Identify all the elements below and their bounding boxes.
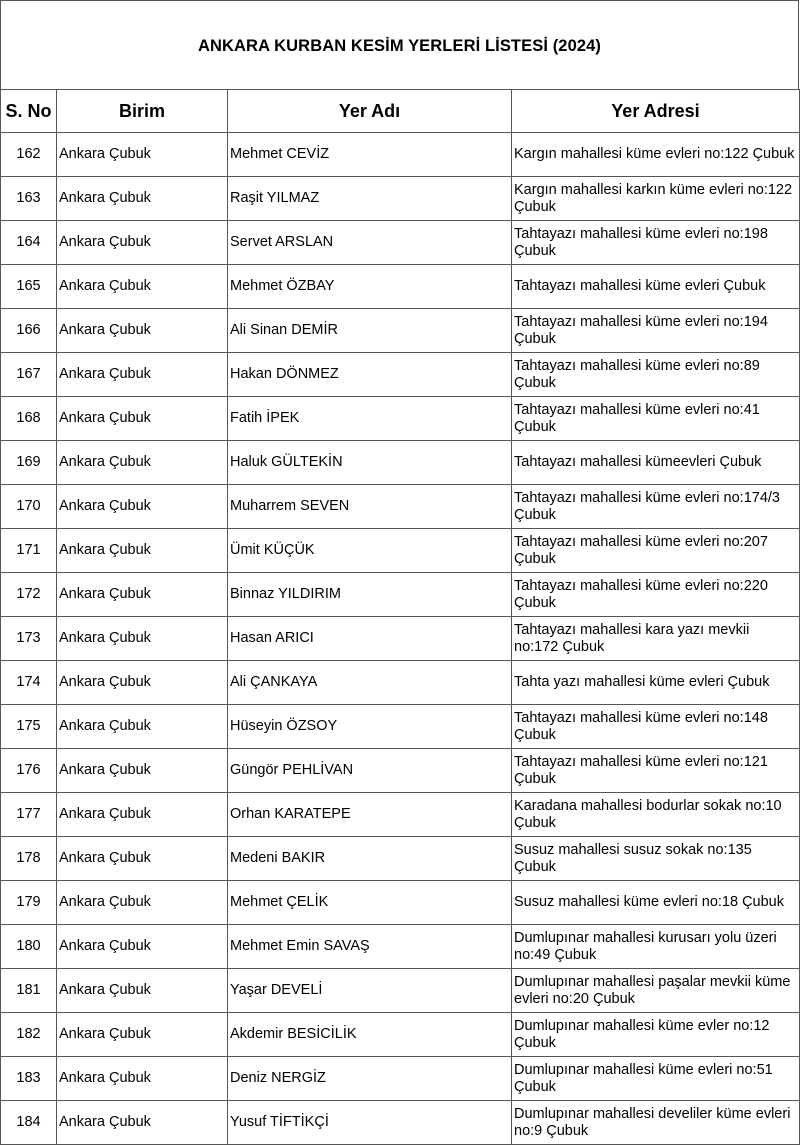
row-yer-adi: Raşit YILMAZ (228, 177, 512, 221)
row-yer-adresi: Tahtayazı mahallesi küme evleri no:207 Çubuk (512, 529, 800, 573)
row-number: 177 (1, 793, 57, 837)
row-number: 181 (1, 969, 57, 1013)
row-birim: Ankara Çubuk (57, 661, 228, 705)
row-yer-adresi: Dumlupınar mahallesi kurusarı yolu üzeri no:49 Çubuk (512, 925, 800, 969)
row-birim: Ankara Çubuk (57, 1101, 228, 1145)
table-row (1, 133, 800, 177)
row-number: 172 (1, 573, 57, 617)
row-yer-adi: Ali Sinan DEMİR (228, 309, 512, 353)
row-yer-adi: Servet ARSLAN (228, 221, 512, 265)
row-birim: Ankara Çubuk (57, 133, 228, 177)
row-number: 165 (1, 265, 57, 309)
row-yer-adi: Mehmet CEVİZ (228, 133, 512, 177)
row-number: 176 (1, 749, 57, 793)
row-number: 167 (1, 353, 57, 397)
header-birim: Birim (57, 90, 228, 133)
table-header-row (1, 90, 800, 133)
row-yer-adresi: Tahtayazı mahallesi küme evleri no:41 Çubuk (512, 397, 800, 441)
table-row (1, 617, 800, 661)
document-title: ANKARA KURBAN KESİM YERLERİ LİSTESİ (2024) (197, 36, 601, 55)
row-number: 164 (1, 221, 57, 265)
row-yer-adi: Akdemir BESİCİLİK (228, 1013, 512, 1057)
table-row (1, 925, 800, 969)
row-number: 166 (1, 309, 57, 353)
row-yer-adresi: Tahtayazı mahallesi küme evleri no:174/3 Çubuk (512, 485, 800, 529)
row-yer-adresi: Dumlupınar mahallesi paşalar mevkii küme evleri no:20 Çubuk (512, 969, 800, 1013)
table-row (1, 529, 800, 573)
row-birim: Ankara Çubuk (57, 749, 228, 793)
row-number: 168 (1, 397, 57, 441)
title-box (0, 0, 799, 89)
table-body (1, 133, 800, 1145)
row-yer-adresi: Kargın mahallesi karkın küme evleri no:122 Çubuk (512, 177, 800, 221)
table-row (1, 573, 800, 617)
header-no: S. No (1, 90, 57, 133)
row-yer-adresi: Tahtayazı mahallesi kara yazı mevkii no:172 Çubuk (512, 617, 800, 661)
row-yer-adresi: Karadana mahallesi bodurlar sokak no:10 Çubuk (512, 793, 800, 837)
table-row (1, 353, 800, 397)
table-row (1, 969, 800, 1013)
row-birim: Ankara Çubuk (57, 793, 228, 837)
table-row (1, 705, 800, 749)
row-yer-adresi: Tahta yazı mahallesi küme evleri Çubuk (512, 661, 800, 705)
row-birim: Ankara Çubuk (57, 969, 228, 1013)
row-birim: Ankara Çubuk (57, 353, 228, 397)
table-row (1, 397, 800, 441)
row-yer-adi: Binnaz YILDIRIM (228, 573, 512, 617)
table-row (1, 1101, 800, 1145)
row-yer-adresi: Tahtayazı mahallesi küme evleri no:148 Çubuk (512, 705, 800, 749)
table-row (1, 661, 800, 705)
row-birim: Ankara Çubuk (57, 1013, 228, 1057)
row-yer-adresi: Tahtayazı mahallesi küme evleri Çubuk (512, 265, 800, 309)
row-yer-adi: Fatih İPEK (228, 397, 512, 441)
row-birim: Ankara Çubuk (57, 529, 228, 573)
table-row (1, 881, 800, 925)
row-yer-adi: Ümit KÜÇÜK (228, 529, 512, 573)
row-birim: Ankara Çubuk (57, 881, 228, 925)
header-yer-adresi: Yer Adresi (512, 90, 800, 133)
row-yer-adresi: Tahtayazı mahallesi küme evleri no:121 Çubuk (512, 749, 800, 793)
row-yer-adi: Deniz NERGİZ (228, 1057, 512, 1101)
row-yer-adi: Güngör PEHLİVAN (228, 749, 512, 793)
row-number: 163 (1, 177, 57, 221)
table-row (1, 1013, 800, 1057)
table-row (1, 793, 800, 837)
row-yer-adresi: Tahtayazı mahallesi küme evleri no:194 Çubuk (512, 309, 800, 353)
row-number: 178 (1, 837, 57, 881)
row-birim: Ankara Çubuk (57, 177, 228, 221)
table-row (1, 265, 800, 309)
row-birim: Ankara Çubuk (57, 837, 228, 881)
row-number: 170 (1, 485, 57, 529)
row-number: 180 (1, 925, 57, 969)
table-row (1, 749, 800, 793)
row-birim: Ankara Çubuk (57, 573, 228, 617)
row-yer-adresi: Tahtayazı mahallesi küme evleri no:89 Çubuk (512, 353, 800, 397)
row-number: 174 (1, 661, 57, 705)
row-birim: Ankara Çubuk (57, 265, 228, 309)
row-birim: Ankara Çubuk (57, 485, 228, 529)
row-birim: Ankara Çubuk (57, 617, 228, 661)
row-birim: Ankara Çubuk (57, 221, 228, 265)
row-number: 162 (1, 133, 57, 177)
row-yer-adresi: Tahtayazı mahallesi küme evleri no:198 Çubuk (512, 221, 800, 265)
row-yer-adi: Mehmet ÇELİK (228, 881, 512, 925)
row-number: 183 (1, 1057, 57, 1101)
row-yer-adi: Hakan DÖNMEZ (228, 353, 512, 397)
row-yer-adi: Hüseyin ÖZSOY (228, 705, 512, 749)
row-yer-adi: Medeni BAKIR (228, 837, 512, 881)
row-number: 171 (1, 529, 57, 573)
row-yer-adresi: Dumlupınar mahallesi küme evler no:12 Çubuk (512, 1013, 800, 1057)
row-yer-adresi: Dumlupınar mahallesi küme evleri no:51 Çubuk (512, 1057, 800, 1101)
row-birim: Ankara Çubuk (57, 397, 228, 441)
row-yer-adi: Hasan ARICI (228, 617, 512, 661)
row-number: 169 (1, 441, 57, 485)
row-yer-adresi: Kargın mahallesi küme evleri no:122 Çubuk (512, 133, 800, 177)
row-yer-adi: Mehmet Emin SAVAŞ (228, 925, 512, 969)
row-yer-adi: Muharrem SEVEN (228, 485, 512, 529)
row-yer-adresi: Susuz mahallesi küme evleri no:18 Çubuk (512, 881, 800, 925)
table-row (1, 177, 800, 221)
row-yer-adresi: Tahtayazı mahallesi küme evleri no:220 Çubuk (512, 573, 800, 617)
row-birim: Ankara Çubuk (57, 1057, 228, 1101)
row-number: 175 (1, 705, 57, 749)
row-birim: Ankara Çubuk (57, 441, 228, 485)
row-number: 182 (1, 1013, 57, 1057)
row-yer-adresi: Dumlupınar mahallesi develiler küme evleri no:9 Çubuk (512, 1101, 800, 1145)
row-birim: Ankara Çubuk (57, 309, 228, 353)
table-row (1, 485, 800, 529)
row-number: 184 (1, 1101, 57, 1145)
row-yer-adi: Haluk GÜLTEKİN (228, 441, 512, 485)
row-number: 173 (1, 617, 57, 661)
row-number: 179 (1, 881, 57, 925)
row-yer-adi: Mehmet ÖZBAY (228, 265, 512, 309)
header-yer-adi: Yer Adı (228, 90, 512, 133)
slaughter-places-table (0, 89, 800, 1145)
row-yer-adresi: Tahtayazı mahallesi kümeevleri Çubuk (512, 441, 800, 485)
table-row (1, 837, 800, 881)
row-yer-adresi: Susuz mahallesi susuz sokak no:135 Çubuk (512, 837, 800, 881)
row-yer-adi: Yaşar DEVELİ (228, 969, 512, 1013)
table-row (1, 221, 800, 265)
row-yer-adi: Yusuf TİFTİKÇİ (228, 1101, 512, 1145)
row-birim: Ankara Çubuk (57, 925, 228, 969)
table-row (1, 441, 800, 485)
row-yer-adi: Ali ÇANKAYA (228, 661, 512, 705)
table-row (1, 309, 800, 353)
table-row (1, 1057, 800, 1101)
row-yer-adi: Orhan KARATEPE (228, 793, 512, 837)
row-birim: Ankara Çubuk (57, 705, 228, 749)
